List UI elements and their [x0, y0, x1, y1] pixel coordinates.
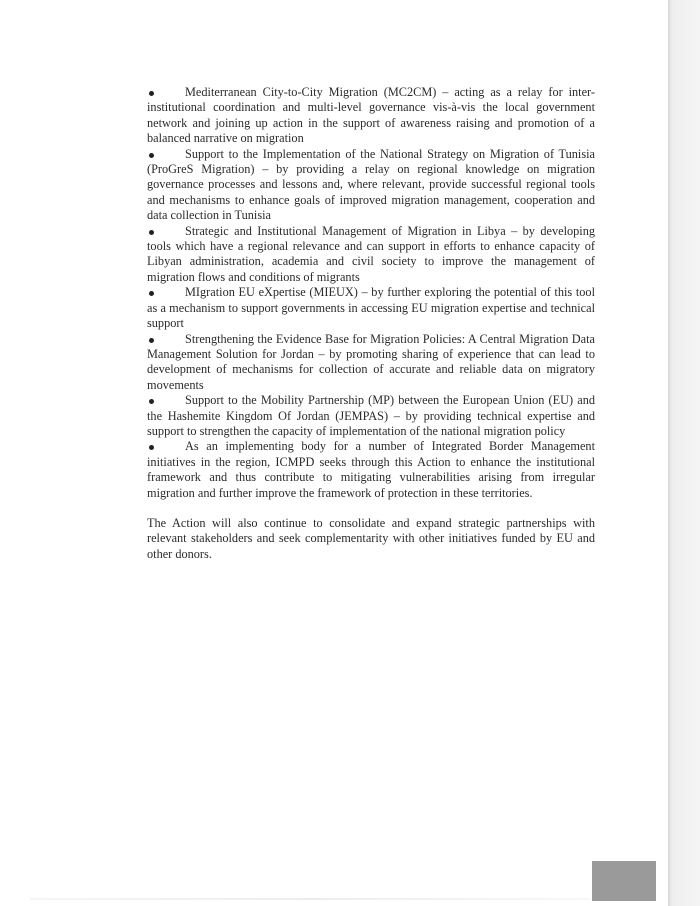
- action-bullet-list: [147, 85, 595, 501]
- bullet-item-libya: [147, 224, 595, 286]
- bullet-text: Strengthening the Evidence Base for Migration Policies: A Central Migration Data Management Solution for Jordan – by promoting sharing of experience that can lead to development of mechanisms for collection of accurate and reliable data on migratory movements: [147, 331, 595, 392]
- bullet-dot-icon: [149, 338, 154, 343]
- bullet-dot-icon: [149, 91, 154, 96]
- bullet-dot-icon: [149, 230, 154, 235]
- page-corner-block: [592, 861, 656, 901]
- closing-paragraph: The Action will also continue to consolidate and expand strategic partnerships with relevant stakeholders and seek complementarity with other initiatives funded by EU and other donors.: [147, 515, 595, 561]
- page-edge-shadow: [668, 0, 700, 906]
- bullet-dot-icon: [149, 399, 154, 404]
- bullet-dot-icon: [149, 291, 154, 296]
- bullet-item-jordan-data: [147, 332, 595, 394]
- bullet-text: Mediterranean City-to-City Migration (MC2CM) – acting as a relay for inter-institutional coordination and multi-level governance vis-à-vis the local government network and joining up action in the support of awareness raising and promotion of a balanced narrative on migration: [147, 85, 595, 146]
- bullet-item-ibm: [147, 439, 595, 501]
- bullet-item-progres: [147, 147, 595, 224]
- bullet-item-mc2cm: [147, 85, 595, 147]
- bullet-dot-icon: [149, 445, 154, 450]
- bullet-text: MIgration EU eXpertise (MIEUX) – by further exploring the potential of this tool as a mechanism to support governments in accessing EU migration expertise and technical support: [147, 285, 595, 331]
- page-content: [147, 85, 595, 562]
- footer-scan-artifact: [30, 898, 590, 900]
- bullet-item-jempas: [147, 393, 595, 439]
- bullet-text: Support to the Implementation of the National Strategy on Migration of Tunisia (ProGreS Migration) – by providing a relay on regional knowledge on migration governance processes and lessons and, where relevant, provide successful regional tools and mechanisms to enhance goals of improved migration management, cooperation and data collection in Tunisia: [147, 146, 595, 223]
- bullet-text: As an implementing body for a number of Integrated Border Management initiatives in the region, ICMPD seeks through this Action to enhance the institutional framework and thus contribute to mitigating vulnerabilities arising from irregular migration and further improve the framework of protection in these territories.: [147, 439, 595, 500]
- bullet-text: Support to the Mobility Partnership (MP) between the European Union (EU) and the Hashemite Kingdom Of Jordan (JEMPAS) – by providing technical expertise and support to strengthen the capacity of implementation of the national migration policy: [147, 393, 595, 438]
- bullet-item-mieux: [147, 285, 595, 331]
- bullet-dot-icon: [149, 153, 154, 158]
- bullet-text: Strategic and Institutional Management of Migration in Libya – by developing tools which have a regional relevance and can support in efforts to enhance capacity of Libyan administration, academia and civil society to improve the management of migration flows and conditions of migrants: [147, 223, 595, 284]
